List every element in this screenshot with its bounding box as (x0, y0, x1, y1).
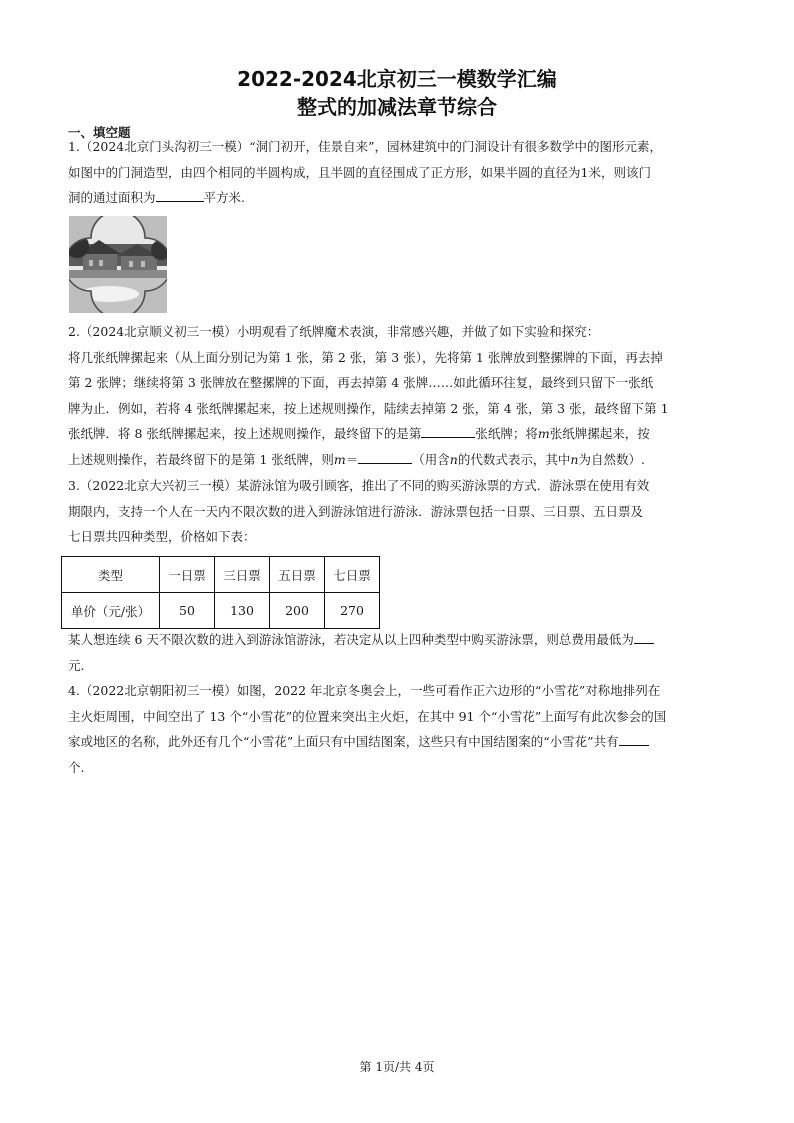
table-row (62, 593, 380, 629)
q1-line1: 1.（2024北京门头沟初三一模）“洞门初开，佳景自来”，园林建筑中的门洞设计有很多数学中的图形元素， (68, 139, 663, 154)
table-cell: 270 (325, 593, 380, 629)
ticket-price-table (61, 556, 380, 629)
q2-line6: 上述规则操作，若最终留下的是第 1 张纸牌，则m＝ （用含n的代数式表示，其中n为自然数）. (68, 447, 696, 473)
document-title: 2022-2024北京初三一模数学汇编 (237, 67, 557, 91)
question-1 (68, 134, 696, 211)
q2-line1: 2.（2024北京顺义初三一模）小明观看了纸牌魔术表演，非常感兴趣，并做了如下实验和探究： (68, 324, 600, 339)
table-header-cell: 七日票 (325, 557, 380, 593)
answer-blank (634, 629, 654, 644)
q3-line2: 期限内，支持一个人在一天内不限次数的进入到游泳馆进行游泳．游泳票包括一日票、三日票、五日票及 (68, 503, 644, 519)
q1-line2: 如图中的门洞造型，由四个相同的半圆构成，且半圆的直径围成了正方形，如果半圆的直径为1米，则该门 (68, 164, 651, 180)
q2-line2: 将几张纸牌摞起来（从上面分别记为第 1 张，第 2 张，第 3 张），先将第 1 张牌放到整摞牌的下面，再去掉 (68, 349, 663, 365)
q1-line3: 洞的通过面积为 平方米. (68, 185, 696, 211)
answer-blank (421, 423, 475, 438)
answer-blank (156, 187, 204, 202)
question-2 (68, 319, 696, 472)
question-4 (68, 678, 696, 780)
q2-line4: 牌为止．例如，若将 4 张纸牌摞起来，按上述规则操作，陆续去掉第 2 张，第 4 张，第 3 张，最终留下第 1 (68, 400, 669, 416)
q3-line3: 七日票共四种类型，价格如下表： (68, 529, 256, 544)
table-cell: 50 (160, 593, 215, 629)
answer-blank (619, 731, 649, 746)
q4-line1: 4.（2022北京朝阳初三一模）如图，2022 年北京冬奥会上，一些可看作正六边形的“小雪花”对称地排列在 (68, 683, 661, 698)
table-header-cell: 类型 (62, 557, 160, 593)
door-arch-photo (69, 216, 167, 313)
table-header-cell: 一日票 (160, 557, 215, 593)
q3-after-line2: 元. (68, 657, 85, 673)
table-cell: 200 (270, 593, 325, 629)
question-3-continued (68, 627, 696, 678)
document-subtitle: 整式的加减法章节综合 (297, 95, 497, 119)
table-row (62, 557, 380, 593)
q3-after-line1: 某人想连续 6 天不限次数的进入到游泳馆游泳，若决定从以上四种类型中购买游泳票，则总费用最低为 (68, 627, 696, 653)
page-footer: 第 1页/共 4页 (359, 1060, 435, 1074)
answer-blank (358, 449, 412, 464)
table-cell: 130 (215, 593, 270, 629)
table-header-cell: 三日票 (215, 557, 270, 593)
q2-line5: 张纸牌．将 8 张纸牌摞起来，按上述规则操作，最终留下的是第 张纸牌；将m张纸牌摞起来，按 (68, 421, 696, 447)
question-3 (68, 473, 696, 550)
q4-line3: 家或地区的名称，此外还有几个“小雪花”上面只有中国结图案，这些只有中国结图案的“小雪花”共有 (68, 729, 696, 755)
q2-line3: 第 2 张牌；继续将第 3 张牌放在整摞牌的下面，再去掉第 4 张牌……如此循环往复，最终到只留下一张纸 (68, 375, 654, 390)
q4-line4: 个. (68, 759, 85, 775)
table-cell: 单价（元/张） (62, 593, 160, 629)
q4-line2: 主火炬周围，中间空出了 13 个“小雪花”的位置来突出主火炬，在其中 91 个“小雪花”上面写有此次参会的国 (68, 708, 667, 724)
q3-line1: 3.（2022北京大兴初三一模）某游泳馆为吸引顾客，推出了不同的购买游泳票的方式．游泳票在使用有效 (68, 478, 650, 493)
section-heading: 一、填空题 (68, 125, 131, 140)
table-header-cell: 五日票 (270, 557, 325, 593)
